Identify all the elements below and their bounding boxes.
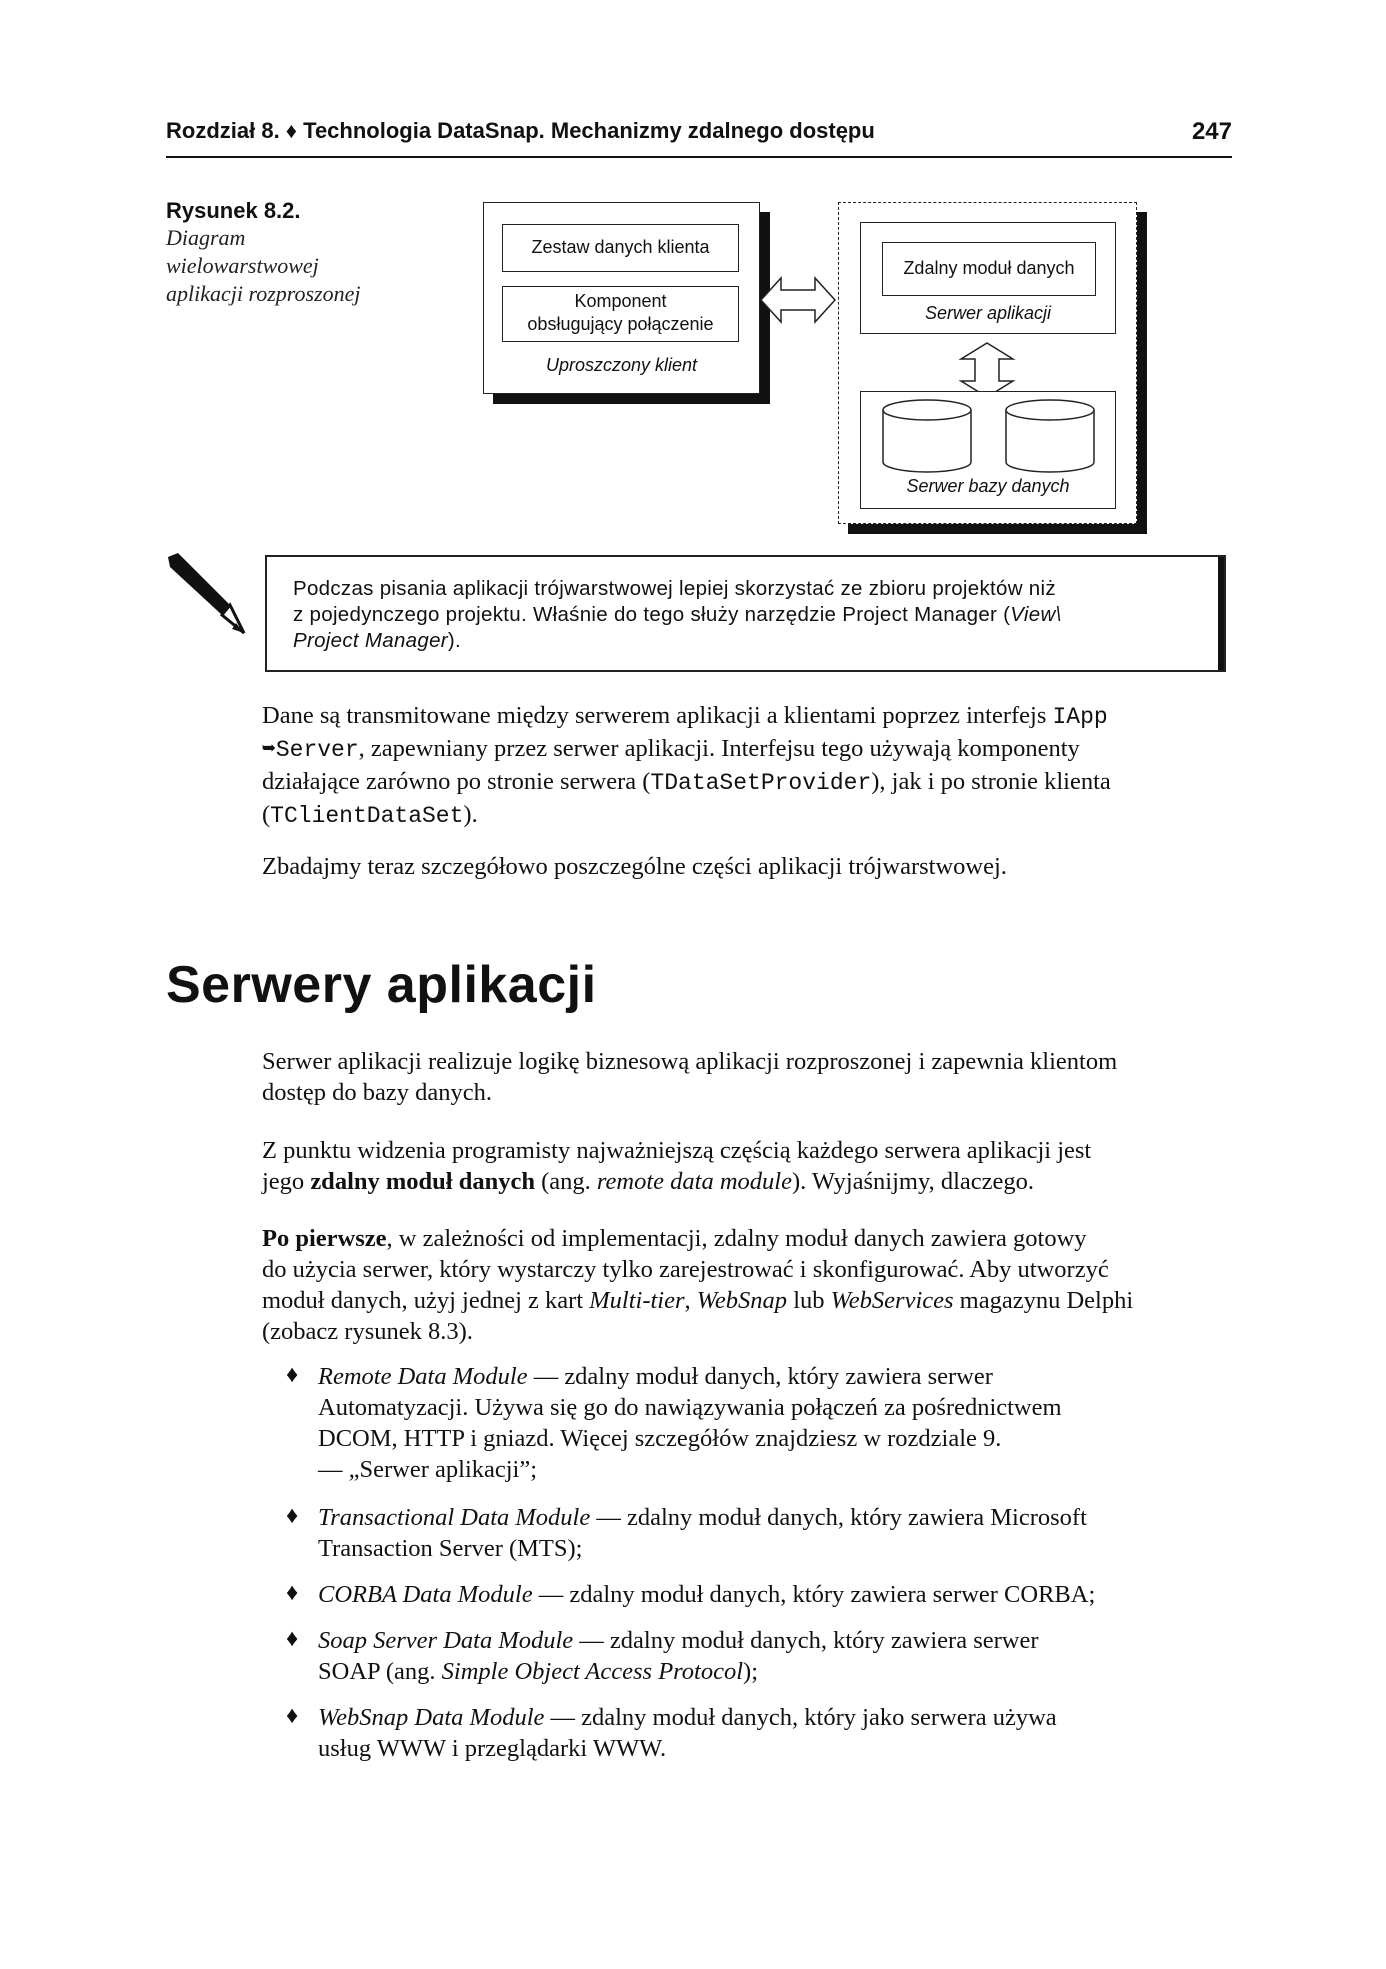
double-arrow-horizontal-icon: [759, 270, 837, 330]
para-line: Z punktu widzenia programisty najważniejszą częścią każdego serwera aplikacji jest: [262, 1137, 1092, 1164]
para-line: [318, 1702, 1218, 1733]
code-identifier: ➥Server: [262, 737, 359, 763]
para-line: [262, 766, 1230, 799]
connection-label-line1: Komponent: [574, 291, 667, 311]
page-header: [166, 118, 1232, 158]
menu-path: Project Manager: [293, 629, 448, 652]
para-line: [318, 1502, 1218, 1533]
italic-term: Remote Data Module: [318, 1363, 528, 1390]
bullet-icon: ♦: [286, 1580, 299, 1606]
para-line: [318, 1579, 1218, 1610]
connection-component-box: [502, 286, 739, 342]
italic-term: Soap Server Data Module: [318, 1627, 574, 1654]
bullet-icon: ♦: [286, 1626, 299, 1652]
app-server-label: Serwer aplikacji: [924, 303, 1052, 323]
text-run: , w zależności od implementacji, zdalny moduł danych zawiera gotowy: [386, 1225, 1087, 1252]
text-run: (ang.: [534, 1168, 597, 1195]
code-identifier: TClientDataSet: [270, 803, 464, 829]
para-line: [318, 1361, 1218, 1392]
italic-term: WebSnap Data Module: [318, 1704, 545, 1731]
list-item: [318, 1361, 1218, 1485]
text-run: ). Wyjaśnijmy, dlaczego.: [791, 1168, 1035, 1195]
note-text-run: ).: [447, 629, 462, 652]
note-line-3: [293, 628, 1203, 654]
italic-term: remote data module: [596, 1168, 792, 1195]
list-item: [318, 1579, 1218, 1610]
italic-term: WebServices: [830, 1287, 954, 1314]
bullet-icon: ♦: [286, 1362, 299, 1388]
text-run: magazynu Delphi: [953, 1287, 1134, 1314]
para-line: [262, 733, 1230, 766]
bold-term: Po pierwsze: [262, 1225, 387, 1252]
text-run: — zdalny moduł danych, który jako serwera używa: [544, 1704, 1057, 1731]
client-dataset-label: Zestaw danych klienta: [531, 237, 710, 257]
text-run: ,: [684, 1287, 697, 1314]
para-line: dostęp do bazy danych.: [262, 1079, 492, 1106]
menu-path: View\: [1010, 603, 1062, 626]
text-run: — zdalny moduł danych, który zawiera Microsoft: [590, 1504, 1087, 1531]
para-line: [318, 1625, 1218, 1656]
para-line: usług WWW i przeglądarki WWW.: [318, 1735, 667, 1762]
note-text-run: z pojedynczego projektu. Właśnie do tego służy narzędzie Project Manager (: [293, 603, 1011, 626]
note-line-2: [293, 602, 1203, 628]
text-run: — zdalny moduł danych, który zawiera serwer: [527, 1363, 993, 1390]
text-run: );: [743, 1658, 759, 1685]
connection-label-line2: obsługujący połączenie: [527, 314, 714, 334]
paragraph-intro: Zbadajmy teraz szczegółowo poszczególne części aplikacji trójwarstwowej.: [262, 853, 1007, 880]
text-run: — zdalny moduł danych, który zawiera serwer CORBA;: [532, 1581, 1096, 1608]
text-run: , zapewniany przez serwer aplikacji. Interfejsu tego używają komponenty: [358, 735, 1080, 762]
database-icon: [881, 398, 973, 474]
pencil-note-icon: [164, 553, 248, 637]
page-number: 247: [1191, 118, 1232, 145]
bold-term: zdalny moduł danych: [310, 1168, 535, 1195]
list-item: [318, 1502, 1218, 1564]
text-run: moduł danych, użyj jednej z kart: [262, 1287, 590, 1314]
remote-module-label: Zdalny moduł danych: [903, 258, 1075, 278]
para-line: [262, 799, 1230, 832]
chapter-title: Rozdział 8. ♦ Technologia DataSnap. Mechanizmy zdalnego dostępu: [166, 118, 875, 143]
server-panel: [838, 202, 1137, 524]
code-identifier: IApp: [1052, 704, 1108, 730]
para-line: Automatyzacji. Używa się go do nawiązywania połączeń za pośrednictwem: [318, 1394, 1062, 1421]
text-run: SOAP (ang.: [318, 1658, 442, 1685]
para-line: (zobacz rysunek 8.3).: [262, 1318, 473, 1345]
italic-term: Transactional Data Module: [318, 1504, 591, 1531]
para-line: [262, 1285, 1230, 1316]
db-server-label: Serwer bazy danych: [906, 476, 1070, 496]
bullet-icon: ♦: [286, 1503, 299, 1529]
figure-caption: [166, 198, 366, 308]
text-run: jego: [262, 1168, 311, 1195]
figure-caption-text: Diagram wielowarstwowej aplikacji rozproszonej: [166, 225, 361, 306]
paragraph-first-point: [262, 1223, 1230, 1347]
client-panel-label: Uproszczony klient: [545, 355, 698, 375]
text-run: ), jak i po stronie klienta: [871, 768, 1111, 795]
text-run: ).: [463, 801, 478, 828]
figure-label: Rysunek 8.2.: [166, 198, 301, 223]
italic-term: Multi-tier: [589, 1287, 685, 1314]
para-line: [318, 1656, 1218, 1687]
client-dataset-box: [502, 224, 739, 272]
db-server-box: [860, 391, 1116, 509]
italic-term: CORBA Data Module: [318, 1581, 533, 1608]
app-server-box: [860, 222, 1116, 334]
paragraph-remote-module: [262, 1135, 1230, 1197]
paragraph-server-role: [262, 1046, 1230, 1108]
para-line: [262, 1166, 1230, 1197]
list-item: [318, 1702, 1218, 1764]
text-run: działające zarówno po stronie serwera (: [262, 768, 651, 795]
para-line: [262, 1223, 1230, 1254]
para-line: Transaction Server (MTS);: [318, 1535, 583, 1562]
para-line: do użycia serwer, który wystarczy tylko zarejestrować i skonfigurować. Aby utworzyć: [262, 1256, 1109, 1283]
text-run: (: [262, 801, 271, 828]
remote-module-box: [882, 242, 1096, 296]
database-icon: [1004, 398, 1096, 474]
paragraph-interface: [262, 700, 1230, 832]
list-item: [318, 1625, 1218, 1687]
text-run: Dane są transmitowane między serwerem aplikacji a klientami poprzez interfejs: [262, 702, 1053, 729]
para-line: Serwer aplikacji realizuje logikę biznesową aplikacji rozproszonej i zapewnia klientom: [262, 1048, 1118, 1075]
text-run: lub: [787, 1287, 831, 1314]
client-panel: [483, 202, 760, 394]
para-line: DCOM, HTTP i gniazd. Więcej szczegółów znajdziesz w rozdziale 9.: [318, 1425, 1002, 1452]
note-text: [293, 576, 1203, 654]
note-line-1: Podczas pisania aplikacji trójwarstwowej lepiej skorzystać ze zbioru projektów niż: [293, 577, 1056, 600]
italic-term: Simple Object Access Protocol: [441, 1658, 744, 1685]
para-line: [262, 700, 1230, 733]
section-heading: Serwery aplikacji: [166, 956, 597, 1014]
para-line: — „Serwer aplikacji”;: [318, 1456, 538, 1483]
bullet-icon: ♦: [286, 1703, 299, 1729]
text-run: — zdalny moduł danych, który zawiera serwer: [573, 1627, 1039, 1654]
italic-term: WebSnap: [696, 1287, 788, 1314]
code-identifier: TDataSetProvider: [650, 770, 872, 796]
